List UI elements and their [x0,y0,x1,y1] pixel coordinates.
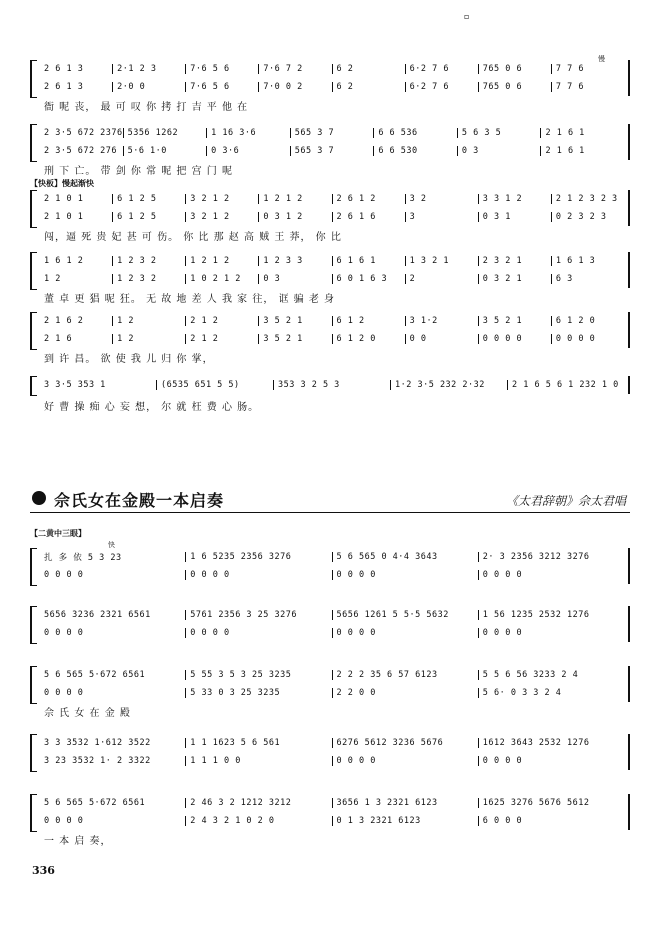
measure: 2 2 0 0 [332,688,478,698]
measure: 2 1 6 1 [540,128,624,138]
measure: 7·6 5 6 [185,82,258,92]
system-brace [30,794,37,832]
system-6 [30,376,630,416]
upper-staff [40,192,624,206]
upper-staff [40,550,624,564]
upper-staff [40,608,624,622]
measure: 2 1 6 5 6 1 232 1 0 [507,380,624,390]
measure: 0 3 [258,274,331,284]
measure: 0 2 3 2 3 [551,212,624,222]
end-barline [628,606,630,642]
system-9 [30,666,630,718]
tempo-mark: 快 [108,541,115,549]
measure: (6535 651 5 5) [156,380,273,390]
lyrics-line: 佘 氏 女 在 金 殿 [44,708,131,718]
lyrics-line: 刑 下 亡。 带 剑 你 常 呢 把 宫 门 呢 [44,166,233,176]
end-barline [628,548,630,584]
measure: 6 1 2 0 [551,316,624,326]
measure: 2 3·5 672 276 [44,146,118,156]
measure: 6 0 1 6 3 [332,274,405,284]
measure: 6 2 [332,82,405,92]
end-barline [628,794,630,830]
measure: 2· 3 2356 3212 3276 [478,552,624,562]
measure: 3 3·5 353 1 [44,380,106,390]
measure: 0 0 0 0 [44,628,84,638]
page-number: 336 [32,864,55,877]
measure: 0 3 1 [478,212,551,222]
system-brace [30,312,37,350]
measure: 2 2 2 35 6 57 6123 [332,670,478,680]
system-4 [30,252,630,304]
system-7 [30,541,630,584]
section-source: 《太君辞朝》佘太君唱 [505,494,626,508]
measure: 6 0 0 0 [478,816,624,826]
measure: 3 2 [405,194,478,204]
measure: 6 3 [551,274,624,284]
measure: 0 0 0 0 [185,628,331,638]
measure: 0 3 2 1 [478,274,551,284]
bullet-dot-icon [32,491,46,505]
measure: 0 0 0 0 [478,570,624,580]
end-barline [628,734,630,770]
measure: 3 2 1 2 [185,212,258,222]
measure: 1·2 3·5 232 2·32 [390,380,507,390]
system-brace [30,60,37,98]
measure: 1 6 1 3 [551,256,624,266]
end-barline [628,60,630,96]
measure: 3 5 2 1 [258,316,331,326]
measure: 1 2 3 2 [112,256,185,266]
measure: 2 4 3 2 1 0 2 0 [185,816,331,826]
corner-mark: ▫ [464,12,470,21]
measure: 6 1 6 1 [332,256,405,266]
measure: 0 0 0 0 [44,570,84,580]
end-barline [628,124,630,160]
measure: 6 1 2 0 [332,334,405,344]
tempo-label: 【快板】慢起渐快 [30,179,94,188]
lower-staff [40,144,624,158]
lyrics-line: 好 曹 操 痴 心 妄 想， 尔 就 枉 费 心 肠。 [44,402,260,412]
measure: 5 6 565 0 4·4 3643 [332,552,478,562]
measure: 1 1 1 0 0 [185,756,331,766]
measure: 0 3·6 [206,146,290,156]
section-title: 佘氏女在金殿一本启奏 [54,491,225,510]
measure: 0 0 0 0 [185,570,331,580]
measure: 3 5 2 1 [478,316,551,326]
measure: 1 2 3 2 [112,274,185,284]
measure: 5656 3236 2321 6561 [44,610,151,620]
system-brace [30,666,37,704]
measure: 7 7 6 [551,64,624,74]
measure: 6276 5612 3236 5676 [332,738,478,748]
measure: 5 55 3 5 3 25 3235 [185,670,331,680]
measure: 0 0 0 0 [332,756,478,766]
end-barline [628,312,630,348]
measure: 6 6 530 [373,146,457,156]
measure: 5 6· 0 3 3 2 4 [478,688,624,698]
measure: 3 [405,212,478,222]
end-barline [628,190,630,226]
end-barline [628,376,630,394]
measure: 2 1 0 1 [44,194,84,204]
measure: 0 1 3 2321 6123 [332,816,478,826]
measure: 765 0 6 [478,64,551,74]
measure: 2 3·5 672 2376 [44,128,123,138]
measure: 1 2 [112,316,185,326]
measure: 1625 3276 5676 5612 [478,798,624,808]
measure: 565 3 7 [290,146,374,156]
measure: 7·0 0 2 [258,82,331,92]
measure: 6 6 536 [373,128,457,138]
measure: 6·2 7 6 [405,64,478,74]
measure: 5356 1262 [123,128,207,138]
end-barline [628,252,630,288]
system-brace [30,606,37,644]
measure: 1 2 1 2 [258,194,331,204]
upper-staff [40,254,624,268]
section-header [30,486,630,513]
measure: 5 33 0 3 25 3235 [185,688,331,698]
system-8 [30,606,630,642]
lower-staff [40,626,624,640]
system-11 [30,794,630,846]
measure: 2·1 2 3 [112,64,185,74]
measure: 0 0 0 0 [551,334,624,344]
measure: 7·6 7 2 [258,64,331,74]
measure: 565 3 7 [290,128,374,138]
upper-staff [40,736,624,750]
tempo-label: 【二黄中三眼】 [30,529,86,538]
measure: 6 1 2 5 [112,194,185,204]
system-brace [30,252,37,290]
system-3 [30,190,630,242]
tempo-mark: 慢 [598,55,605,63]
measure: 1 6 1 2 [44,256,84,266]
system-2 [30,124,630,176]
measure: 1 2 [112,334,185,344]
measure: 2 46 3 2 1212 3212 [185,798,331,808]
measure: 2·0 0 [112,82,185,92]
lyrics-line: 董 卓 更 猖 呢 狂。 无 故 地 差 人 我 家 往， 诓 骗 老 身 [44,294,336,304]
measure: 0 0 0 0 [478,756,624,766]
measure: 1 2 [44,274,61,284]
lyrics-line: 到 许 昌。 欲 使 我 儿 归 你 掌， [44,354,214,364]
measure: 353 3 2 5 3 [273,380,390,390]
measure: 0 0 [405,334,478,344]
measure: 5656 1261 5 5·5 5632 [332,610,478,620]
measure: 6 1 2 [332,316,405,326]
lower-staff [40,754,624,768]
measure: 3 3 1 2 [478,194,551,204]
measure: 2 6 1 2 [332,194,405,204]
system-1 [30,55,630,112]
measure: 765 0 6 [478,82,551,92]
measure: 2 1 2 3 2 3 [551,194,624,204]
measure: 1 0 2 1 2 [185,274,258,284]
end-barline [628,666,630,702]
measure: 3 5 2 1 [258,334,331,344]
upper-staff [40,62,624,76]
measure: 3 3 3532 1·612 3522 [44,738,151,748]
measure: 7 7 6 [551,82,624,92]
system-5 [30,312,630,364]
measure: 2 3 2 1 [478,256,551,266]
measure: 0 0 0 0 [478,334,551,344]
lower-staff [40,686,624,700]
measure: 0 0 0 0 [478,628,624,638]
system-10 [30,734,630,770]
measure: 5761 2356 3 25 3276 [185,610,331,620]
measure: 2 1 0 1 [44,212,84,222]
measure: 5 6 565 5·672 6561 [44,798,146,808]
lyrics-line: 闯，逼 死 贵 妃 甚 可 伤。 你 比 那 赵 高 贼 王 莽， 你 比 [44,232,342,242]
system-brace [30,190,37,228]
upper-staff [40,796,624,810]
upper-staff [40,126,624,140]
system-brace [30,548,37,586]
measure: 0 0 0 0 [44,688,84,698]
measure: 5 6 3 5 [457,128,541,138]
measure: 2 1 2 [185,334,258,344]
measure: 2 1 6 1 [540,146,624,156]
measure: 6 2 [332,64,405,74]
measure: 3656 1 3 2321 6123 [332,798,478,808]
measure: 5 5 6 56 3233 2 4 [478,670,624,680]
lyrics-line: 一 本 启 奏， [44,836,112,846]
lower-staff [40,568,624,582]
measure: 2 1 6 2 [44,316,84,326]
measure: 2 1 2 [185,316,258,326]
system-brace [30,124,37,162]
upper-staff [40,668,624,682]
measure: 6·2 7 6 [405,82,478,92]
measure: 0 3 [457,146,541,156]
measure: 1612 3643 2532 1276 [478,738,624,748]
measure: 0 0 0 0 [332,628,478,638]
measure: 1 56 1235 2532 1276 [478,610,624,620]
measure: 2 6 1 3 [44,82,84,92]
system-brace [30,734,37,772]
measure: 1 1 1623 5 6 561 [185,738,331,748]
measure: 5·6 1·0 [123,146,207,156]
lower-staff [40,814,624,828]
lyrics-line: 衙 呢 丧， 最 可 叹 你 拷 打 吉 平 他 在 [44,102,249,112]
measure: 7·6 5 6 [185,64,258,74]
measure: 1 16 3·6 [206,128,290,138]
measure: 1 2 1 2 [185,256,258,266]
lower-staff [40,272,624,286]
measure: 0 0 0 0 [44,816,84,826]
measure: 0 0 0 0 [332,570,478,580]
upper-staff [40,314,624,328]
measure: 2 [405,274,478,284]
measure: 5 6 565 5·672 6561 [44,670,146,680]
measure: 1 6 5235 2356 3276 [185,552,331,562]
lower-staff [40,80,624,94]
measure: 3 23 3532 1· 2 3322 [44,756,151,766]
lower-staff [40,210,624,224]
measure: 2 6 1 6 [332,212,405,222]
measure: 2 1 6 [44,334,73,344]
measure: 1 2 3 3 [258,256,331,266]
measure: 0 3 1 2 [258,212,331,222]
measure: 3 1·2 [405,316,478,326]
system-brace [30,376,37,396]
measure: 6 1 2 5 [112,212,185,222]
lower-staff [40,332,624,346]
measure: 3 2 1 2 [185,194,258,204]
measure: 扎 多 依 5 3 23 [44,553,122,563]
measure: 2 6 1 3 [44,64,84,74]
upper-staff [40,378,624,392]
measure: 1 3 2 1 [405,256,478,266]
